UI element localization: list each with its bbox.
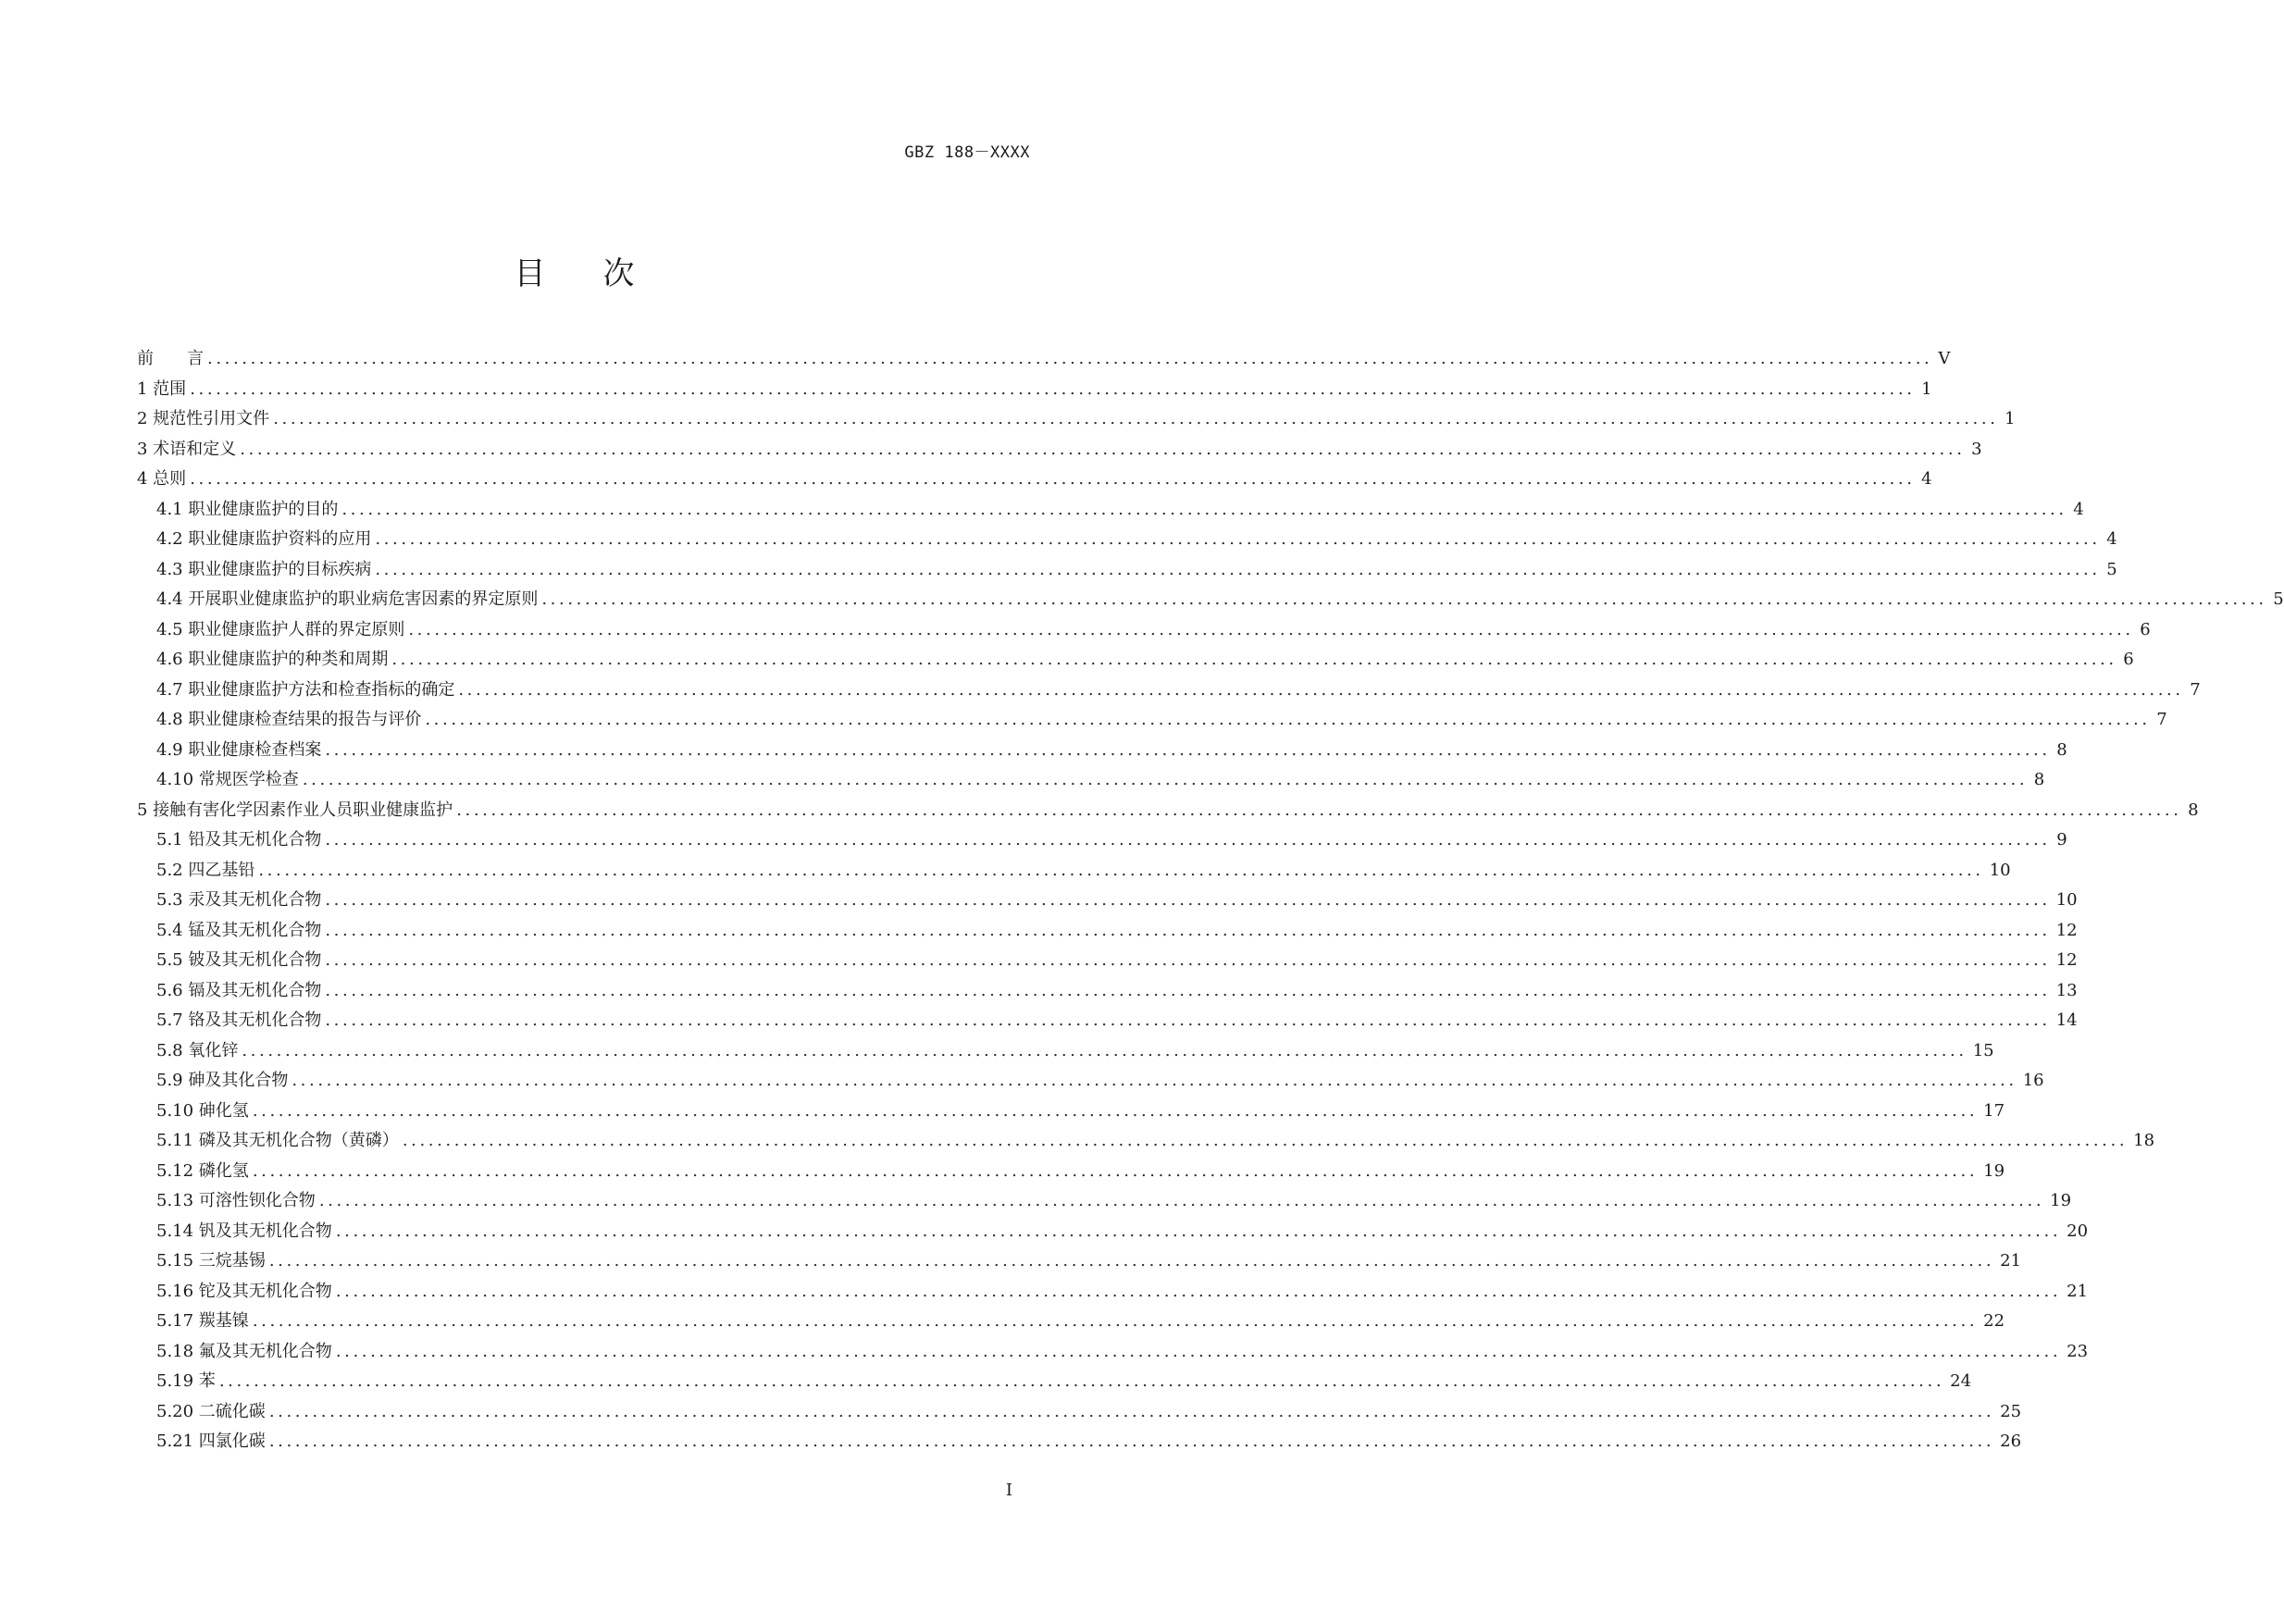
toc-entry-page: 14 [2055,1010,2078,1030]
toc-entry-label: 4 总则 [137,469,187,489]
toc-entry[interactable] [137,1397,2022,1428]
toc-entry-label: 5.12 磷化氢 [156,1160,249,1181]
toc-leader-dots: ........................................................................................................................................................................................................ [325,980,2051,1000]
toc-entry-page: 26 [2000,1432,2022,1451]
toc-entry-page: 22 [1983,1311,2005,1331]
toc-entry[interactable] [137,1006,2078,1036]
toc-entry-label: 5.11 磷及其无机化合物（黄磷） [156,1131,399,1150]
toc-leader-dots: ........................................................................................................................................................................................................ [325,920,2051,940]
toc-leader-dots: ........................................................................................................................................................................................................ [207,349,1933,368]
toc-entry[interactable] [137,1126,2155,1157]
toc-entry-label: 5.14 钒及其无机化合物 [156,1221,332,1241]
toc-leader-dots: ........................................................................................................................................................................................................ [318,1191,2045,1210]
toc-entry-label: 5.5 铍及其无机化合物 [156,950,322,970]
toc-entry[interactable] [137,1097,2005,1127]
toc-entry-label: 4.6 职业健康监护的种类和周期 [156,650,389,669]
toc-entry[interactable] [137,765,2045,796]
toc-leader-dots: ........................................................................................................................................................................................................ [325,890,2051,910]
toc-entry-label: 4.10 常规医学检查 [156,770,299,789]
toc-leader-dots: ........................................................................................................................................................................................................ [190,378,1916,399]
toc-entry[interactable] [137,465,1932,495]
toc-leader-dots: ........................................................................................................................................................................................................ [402,1131,2129,1150]
toc-entry-page: 17 [1983,1100,2005,1121]
toc-entry[interactable] [137,555,2117,586]
toc-entry-page: 23 [2067,1341,2089,1361]
toc-entry-label: 5.19 苯 [156,1371,216,1391]
toc-leader-dots: ........................................................................................................................................................................................................ [335,1221,2062,1241]
toc-entry-label: 4.1 职业健康监护的目的 [156,499,339,519]
toc-leader-dots: ........................................................................................................................................................................................................ [391,650,2117,669]
toc-entry[interactable] [137,585,2284,615]
toc-entry-label: 4.2 职业健康监护资料的应用 [156,529,372,549]
toc-entry-label: 5.1 铅及其无机化合物 [156,830,322,849]
toc-entry[interactable] [137,375,1932,405]
toc-entry-page: 4 [2106,529,2117,549]
toc-leader-dots: ........................................................................................................................................................................................................ [292,1071,2017,1090]
toc-entry-page: 19 [1983,1160,2005,1181]
toc-entry[interactable] [137,736,2067,766]
toc-leader-dots: ........................................................................................................................................................................................................ [258,860,1984,880]
toc-entry-page: 8 [2033,770,2045,789]
toc-leader-dots: ........................................................................................................................................................................................................ [458,679,2184,700]
toc-entry-label: 5.6 镉及其无机化合物 [156,980,322,1000]
toc-entry-page: 10 [1989,860,2011,880]
toc-entry[interactable] [137,435,1982,465]
toc-entry-page: 4 [2073,499,2084,519]
toc-entry-label: 5 接触有害化学因素作业人员职业健康监护 [137,800,453,820]
toc-leader-dots: ........................................................................................................................................................................................................ [268,1432,1995,1451]
toc-entry-label: 5.8 氧化锌 [156,1040,239,1060]
toc-entry-label: 5.13 可溶性钡化合物 [156,1191,316,1210]
toc-leader-dots: ........................................................................................................................................................................................................ [268,1401,1995,1421]
toc-leader-dots: ........................................................................................................................................................................................................ [456,800,2182,820]
toc-entry-page: 6 [2140,619,2151,639]
toc-entry[interactable] [137,645,2134,676]
toc-entry-page: 9 [2056,830,2067,849]
toc-entry-page: 5 [2106,559,2117,579]
toc-entry-page: 3 [1971,439,1982,459]
toc-entry[interactable] [137,495,2084,526]
toc-leader-dots: ........................................................................................................................................................................................................ [325,830,2051,849]
toc-entry[interactable] [137,976,2078,1007]
toc-entry[interactable] [137,1157,2005,1187]
toc-entry-label: 5.3 汞及其无机化合物 [156,890,322,910]
toc-entry-page: 15 [1972,1040,1994,1060]
page-number: I [1005,1481,1012,1500]
toc-entry-page: 13 [2055,980,2078,1000]
toc-entry-page: 12 [2055,920,2078,940]
toc-entry[interactable] [137,404,2016,435]
toc-entry-page: 8 [2056,739,2067,760]
toc-entry-page: 8 [2188,800,2199,820]
table-of-contents [137,344,2284,1457]
toc-entry-label: 5.16 铊及其无机化合物 [156,1281,332,1301]
toc-entry-page: 6 [2123,650,2134,669]
toc-entry-page: 16 [2022,1071,2044,1090]
toc-leader-dots: ........................................................................................................................................................................................................ [218,1371,1945,1391]
toc-entry-page: 20 [2067,1221,2089,1241]
toc-leader-dots: ........................................................................................................................................................................................................ [273,409,1999,428]
toc-entry-label: 3 术语和定义 [137,439,237,459]
toc-entry[interactable] [137,886,2078,916]
toc-entry[interactable] [137,1066,2044,1097]
toc-leader-dots: ........................................................................................................................................................................................................ [375,559,2101,579]
toc-entry-label: 5.21 四氯化碳 [156,1432,266,1451]
toc-leader-dots: ........................................................................................................................................................................................................ [325,950,2051,970]
toc-entry-label: 1 范围 [137,378,187,399]
toc-entry-label: 5.2 四乙基铅 [156,860,255,880]
toc-entry-label: 4.9 职业健康检查档案 [156,739,322,760]
document-code: GBZ 188－XXXX [904,143,1030,162]
toc-entry-page: 25 [2000,1401,2022,1421]
toc-entry-label: 5.17 羰基镍 [156,1311,249,1331]
toc-entry[interactable] [137,856,2011,886]
toc-entry-page: 7 [2156,710,2167,729]
toc-entry-page: 1 [2005,409,2016,428]
toc-entry-page: 4 [1921,469,1932,489]
toc-entry[interactable] [137,1427,2022,1457]
toc-entry[interactable] [137,1036,1994,1067]
toc-leader-dots: ........................................................................................................................................................................................................ [252,1160,1979,1181]
toc-entry-page: 5 [2273,589,2284,609]
toc-leader-dots: ........................................................................................................................................................................................................ [425,710,2151,729]
toc-leader-dots: ........................................................................................................................................................................................................ [341,499,2067,519]
toc-entry-label: 前 言 [137,349,204,368]
toc-entry[interactable] [137,344,1951,375]
toc-entry-page: 7 [2190,679,2201,700]
toc-entry[interactable] [137,946,2078,976]
toc-entry-page: 21 [2067,1281,2089,1301]
toc-entry-label: 5.20 二硫化碳 [156,1401,266,1421]
toc-entry-page: 19 [2050,1191,2072,1210]
toc-entry-label: 4.7 职业健康监护方法和检查指标的确定 [156,679,455,700]
toc-entry-label: 5.15 三烷基锡 [156,1251,266,1271]
toc-leader-dots: ........................................................................................................................................................................................................ [252,1311,1979,1331]
toc-entry[interactable] [137,676,2201,706]
toc-entry-label: 5.18 氟及其无机化合物 [156,1341,332,1361]
toc-entry-page: 21 [2000,1251,2022,1271]
toc-title: 目次 [514,255,692,292]
toc-leader-dots: ........................................................................................................................................................................................................ [375,529,2101,549]
toc-entry[interactable] [137,1217,2089,1247]
toc-entry-page: V [1938,349,1951,368]
toc-entry-label: 4.8 职业健康检查结果的报告与评价 [156,710,422,729]
toc-entry-label: 2 规范性引用文件 [137,409,270,428]
toc-entry-page: 18 [2133,1131,2155,1150]
toc-entry-page: 1 [1921,378,1932,399]
toc-entry-label: 5.9 砷及其化合物 [156,1071,289,1090]
toc-leader-dots: ........................................................................................................................................................................................................ [268,1251,1995,1271]
toc-entry[interactable] [137,1337,2089,1368]
toc-leader-dots: ........................................................................................................................................................................................................ [408,619,2134,639]
toc-entry[interactable] [137,1277,2089,1308]
toc-entry-label: 5.7 铬及其无机化合物 [156,1010,322,1030]
toc-entry[interactable] [137,796,2199,826]
toc-leader-dots: ........................................................................................................................................................................................................ [252,1100,1979,1121]
toc-entry[interactable] [137,1367,1972,1397]
toc-entry[interactable] [137,705,2167,736]
toc-entry[interactable] [137,1186,2072,1217]
toc-entry-label: 4.4 开展职业健康监护的职业病危害因素的界定原则 [156,589,539,609]
toc-entry[interactable] [137,1246,2022,1277]
toc-leader-dots: ........................................................................................................................................................................................................ [190,469,1916,489]
toc-leader-dots: ........................................................................................................................................................................................................ [242,1040,1967,1060]
toc-leader-dots: ........................................................................................................................................................................................................ [541,589,2267,609]
toc-leader-dots: ........................................................................................................................................................................................................ [325,1010,2051,1030]
toc-entry[interactable] [137,615,2151,646]
toc-leader-dots: ........................................................................................................................................................................................................ [240,439,1966,459]
toc-entry-page: 24 [1950,1371,1972,1391]
toc-entry-page: 12 [2055,950,2078,970]
toc-entry-label: 5.10 砷化氢 [156,1100,249,1121]
toc-entry[interactable] [137,916,2078,947]
toc-entry[interactable] [137,1307,2005,1337]
toc-leader-dots: ........................................................................................................................................................................................................ [335,1281,2062,1301]
toc-entry[interactable] [137,825,2067,856]
toc-leader-dots: ........................................................................................................................................................................................................ [302,770,2029,789]
toc-entry[interactable] [137,525,2117,555]
toc-leader-dots: ........................................................................................................................................................................................................ [335,1341,2062,1361]
toc-entry-label: 4.5 职业健康监护人群的界定原则 [156,619,405,639]
toc-entry-page: 10 [2055,890,2078,910]
toc-entry-label: 4.3 职业健康监护的目标疾病 [156,559,372,579]
toc-leader-dots: ........................................................................................................................................................................................................ [325,739,2051,760]
toc-entry-label: 5.4 锰及其无机化合物 [156,920,322,940]
